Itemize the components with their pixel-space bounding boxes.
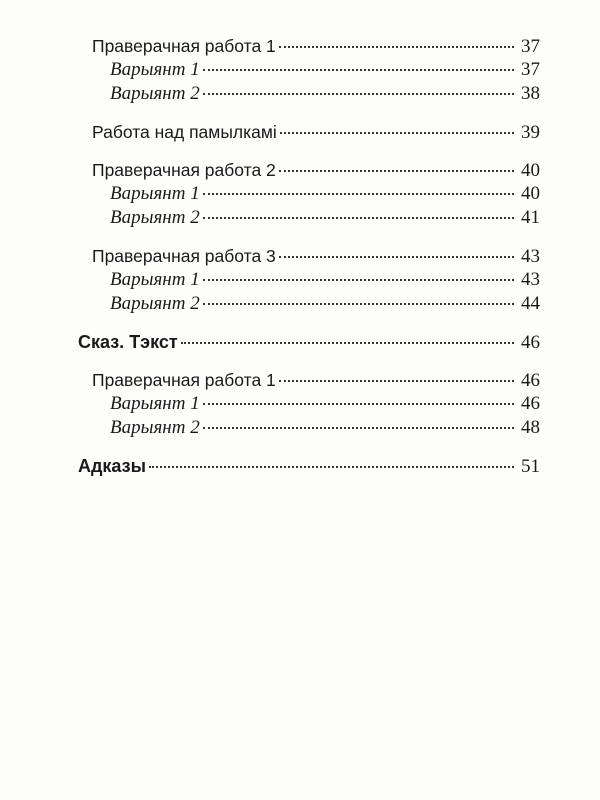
- toc-dot-leader: [279, 256, 514, 258]
- toc-entry[interactable]: [78, 58, 540, 82]
- toc-entry[interactable]: [78, 454, 540, 478]
- toc-dot-leader: [280, 132, 514, 134]
- toc-entry-title: Варыянт 2: [110, 207, 200, 228]
- toc-entry-title: Варыянт 1: [110, 393, 200, 414]
- toc-spacer: [78, 354, 540, 368]
- toc-entry-page-number: 43: [521, 269, 540, 290]
- toc-dot-leader: [181, 342, 514, 344]
- toc-entry[interactable]: [78, 206, 540, 230]
- toc-dot-leader: [203, 279, 514, 281]
- toc-spacer: [78, 230, 540, 244]
- toc-entry-title: Праверачная работа 1: [92, 370, 276, 390]
- toc-entry-title: Варыянт 1: [110, 59, 200, 80]
- toc-entry[interactable]: [78, 82, 540, 106]
- toc-entry-title: Работа над памылкамі: [92, 122, 277, 142]
- toc-spacer: [78, 316, 540, 330]
- toc-entry[interactable]: [78, 244, 540, 268]
- toc-dot-leader: [203, 403, 514, 405]
- toc-spacer: [78, 144, 540, 158]
- toc-entry[interactable]: [78, 368, 540, 392]
- toc-entry-page-number: 51: [521, 456, 540, 477]
- toc-dot-leader: [279, 380, 514, 382]
- toc-entry-title: Варыянт 1: [110, 183, 200, 204]
- toc-entry[interactable]: [78, 330, 540, 354]
- toc-entry-title: Варыянт 2: [110, 417, 200, 438]
- toc-entry-page-number: 40: [521, 183, 540, 204]
- toc-spacer: [78, 440, 540, 454]
- toc-dot-leader: [203, 303, 514, 305]
- toc-entry[interactable]: [78, 416, 540, 440]
- toc-entry[interactable]: [78, 292, 540, 316]
- toc-entry[interactable]: [78, 158, 540, 182]
- toc-dot-leader: [203, 217, 514, 219]
- toc-dot-leader: [203, 193, 514, 195]
- toc-entry-title: Праверачная работа 2: [92, 160, 276, 180]
- toc-entry-page-number: 44: [521, 293, 540, 314]
- toc-entry-title: Варыянт 1: [110, 269, 200, 290]
- toc-entry-page-number: 40: [521, 160, 540, 181]
- toc-entry-page-number: 46: [521, 332, 540, 353]
- toc-dot-leader: [279, 46, 514, 48]
- toc-entry-title: Варыянт 2: [110, 83, 200, 104]
- toc-entry-page-number: 41: [521, 207, 540, 228]
- toc-dot-leader: [149, 466, 514, 468]
- toc-entry-title: Праверачная работа 3: [92, 246, 276, 266]
- toc-dot-leader: [203, 69, 514, 71]
- toc-dot-leader: [279, 170, 514, 172]
- toc-spacer: [78, 106, 540, 120]
- toc-entry-page-number: 46: [521, 370, 540, 391]
- toc-entry-page-number: 38: [521, 83, 540, 104]
- toc-entry[interactable]: [78, 34, 540, 58]
- toc-entry-title: Праверачная работа 1: [92, 36, 276, 56]
- toc-entry[interactable]: [78, 268, 540, 292]
- toc-entry-title: Варыянт 2: [110, 293, 200, 314]
- toc-entry-page-number: 43: [521, 246, 540, 267]
- toc-entry[interactable]: [78, 392, 540, 416]
- toc-entry-title: Адказы: [78, 456, 146, 476]
- toc-entry-title: Сказ. Тэкст: [78, 332, 178, 352]
- toc-dot-leader: [203, 427, 514, 429]
- toc-entry[interactable]: [78, 120, 540, 144]
- toc-entry-page-number: 39: [521, 122, 540, 143]
- toc-entry-page-number: 37: [521, 59, 540, 80]
- toc-entry-page-number: 46: [521, 393, 540, 414]
- toc-entry-page-number: 37: [521, 36, 540, 57]
- table-of-contents: [78, 34, 540, 478]
- toc-entry[interactable]: [78, 182, 540, 206]
- toc-entry-page-number: 48: [521, 417, 540, 438]
- toc-dot-leader: [203, 93, 514, 95]
